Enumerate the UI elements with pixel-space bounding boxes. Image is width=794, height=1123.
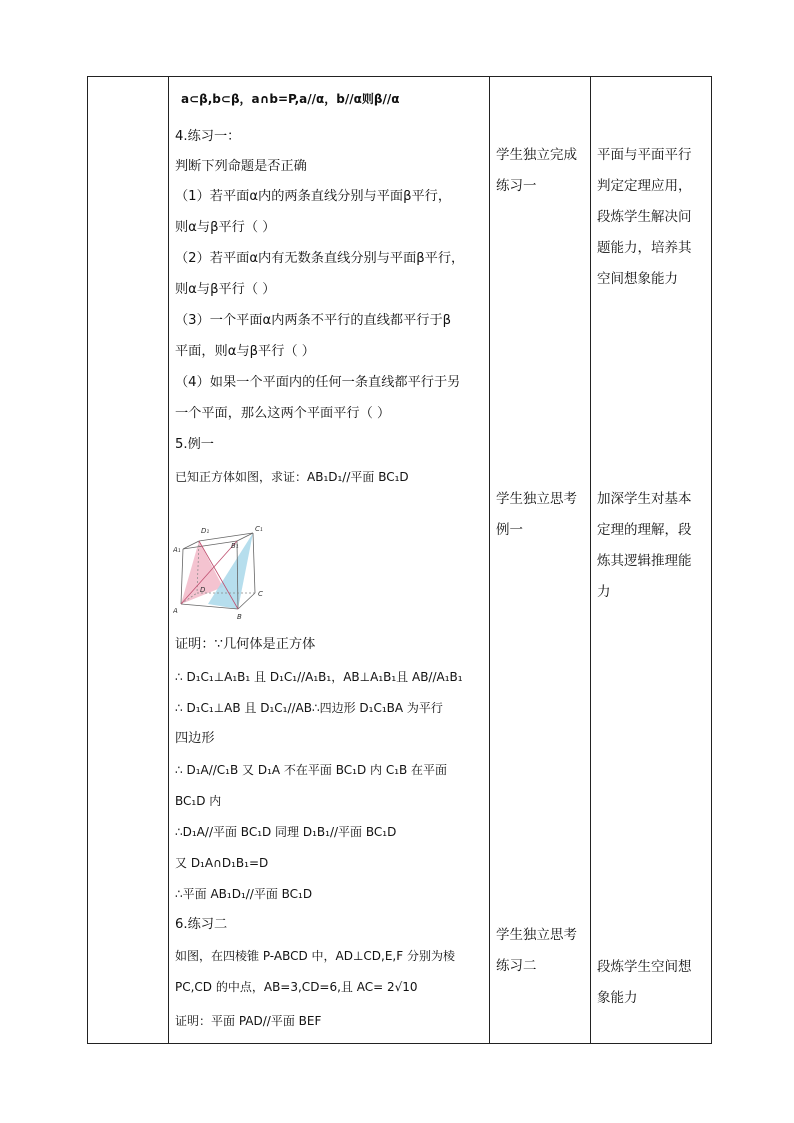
proof-line: ∴ D₁C₁⊥AB 且 D₁C₁//AB∴四边形 D₁C₁BA 为平行: [175, 701, 443, 715]
exercise2-text: PC,CD 的中点，AB=3,CD=6,且 AC= 2√10: [175, 980, 418, 994]
activity-text: 学生独立思考: [496, 491, 577, 507]
intent-text: 炼其逻辑推理能: [597, 553, 692, 569]
exercise1-q4: （4）如果一个平面内的任何一条直线都平行于另: [175, 375, 461, 390]
lesson-table: [87, 76, 712, 1044]
content-cell: [169, 77, 490, 1044]
example-given: 已知正方体如图，求证：AB₁D₁//平面 BC₁D: [175, 470, 409, 484]
intent-text: 空间想象能力: [597, 271, 678, 287]
label-b1: B₁: [231, 542, 239, 550]
label-d: D: [200, 586, 206, 594]
activity-text: 学生独立完成: [496, 147, 577, 163]
activity-text: 学生独立思考: [496, 927, 577, 943]
exercise1-q1-cont: 则α与β平行（ ）: [175, 220, 276, 235]
intent-cell: [591, 77, 712, 1044]
cube-figure: [173, 521, 273, 621]
label-a: A: [173, 607, 178, 615]
activity-text: 例一: [496, 522, 523, 538]
exercise1-q3-cont: 平面，则α与β平行（ ）: [175, 344, 315, 359]
activity-cell: [490, 77, 591, 1044]
proof-line: 四边形: [175, 731, 215, 746]
intent-text: 定理的理解，段: [597, 522, 692, 538]
intent-text: 判定定理应用，: [597, 178, 692, 194]
intent-text: 段炼学生解决问: [597, 209, 692, 225]
empty-cell: [88, 77, 169, 1044]
activity-text: 练习一: [496, 178, 537, 194]
activity-text: 练习二: [496, 958, 537, 974]
proof-line: ∴ D₁C₁⊥A₁B₁ 且 D₁C₁//A₁B₁，AB⊥A₁B₁且 AB//A₁B₁: [175, 670, 463, 684]
exercise1-intro: 判断下列命题是否正确: [175, 159, 307, 174]
label-b: B: [237, 613, 242, 621]
theorem-line: a⊂β,b⊂β，a∩b=P,a//α，b//α则β//α: [181, 92, 400, 106]
label-c: C: [258, 590, 263, 598]
label-d1: D₁: [201, 527, 210, 535]
example-title: 5.例一: [175, 437, 214, 452]
proof-line: ∴ D₁A//C₁B 又 D₁A 不在平面 BC₁D 内 C₁B 在平面: [175, 763, 448, 777]
proof-line: ∴D₁A//平面 BC₁D 同理 D₁B₁//平面 BC₁D: [175, 825, 397, 839]
proof-line: 又 D₁A∩D₁B₁=D: [175, 856, 269, 870]
proof-line: 证明：∵几何体是正方体: [175, 637, 316, 652]
exercise1-q2-cont: 则α与β平行（ ）: [175, 282, 276, 297]
exercise2-text: 证明：平面 PAD//平面 BEF: [175, 1014, 322, 1028]
intent-text: 段炼学生空间想: [597, 959, 692, 975]
label-a1: A₁: [173, 546, 181, 554]
intent-text: 题能力，培养其: [597, 240, 692, 256]
exercise2-text: 如图，在四棱锥 P-ABCD 中，AD⊥CD,E,F 分别为棱: [175, 949, 455, 963]
intent-text: 象能力: [597, 990, 638, 1006]
edge-a1a: [181, 549, 183, 604]
intent-text: 力: [597, 584, 611, 600]
exercise2-title: 6.练习二: [175, 917, 228, 932]
exercise1-q4-cont: 一个平面，那么这两个平面平行（ ）: [175, 406, 391, 421]
exercise1-q1: （1）若平面α内的两条直线分别与平面β平行，: [175, 189, 452, 204]
exercise1-title: 4.练习一：: [175, 129, 241, 144]
label-c1: C₁: [255, 525, 263, 533]
edge-c1c: [253, 533, 255, 593]
proof-line: BC₁D 内: [175, 794, 222, 808]
intent-text: 平面与平面平行: [597, 147, 692, 163]
proof-line: ∴平面 AB₁D₁//平面 BC₁D: [175, 887, 313, 901]
exercise1-q3: （3）一个平面α内两条不平行的直线都平行于β: [175, 313, 452, 328]
table-row: [88, 77, 712, 1044]
exercise1-q2: （2）若平面α内有无数条直线分别与平面β平行，: [175, 251, 465, 266]
intent-text: 加深学生对基本: [597, 491, 692, 507]
